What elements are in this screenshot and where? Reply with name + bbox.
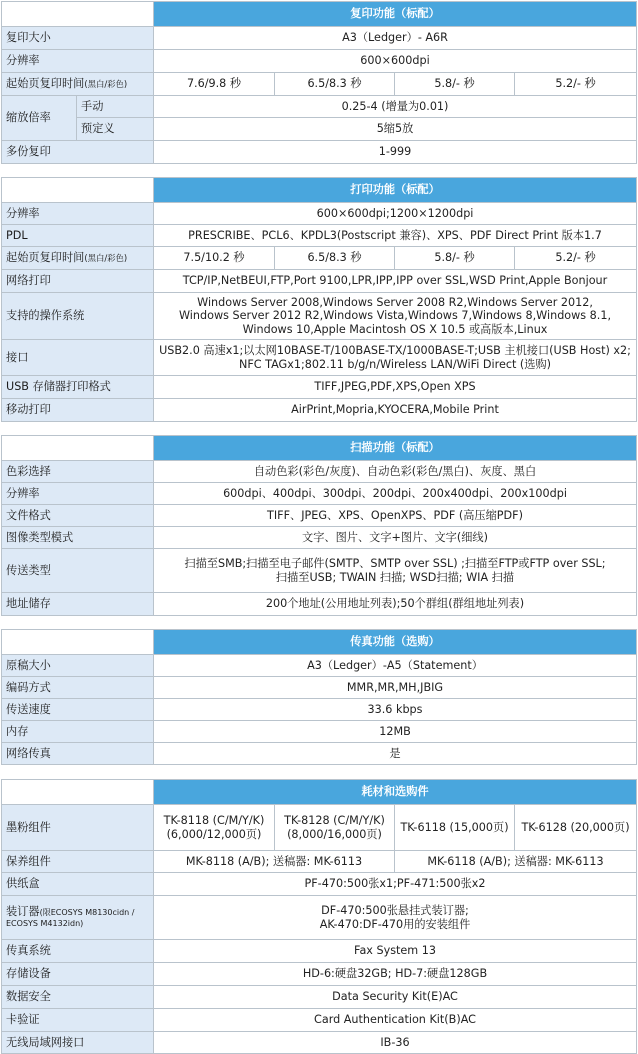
- copy-zoom-manual-label: 手动: [77, 96, 154, 118]
- copy-first-time-value: 6.5/8.3 秒: [275, 73, 395, 96]
- print-table: [1, 177, 637, 422]
- supplies-finisher-note: (限ECOSYS M8130cidn /: [39, 908, 135, 918]
- supplies-toner-value: TK-6118 (15,000页): [395, 805, 515, 851]
- print-mobile-value: AirPrint,Mopria,KYOCERA,Mobile Print: [154, 399, 637, 422]
- supplies-maintenance-value: MK-6118 (A/B); 送稿器: MK-6113: [395, 851, 637, 873]
- print-first-time-note: (黑白/彩色): [84, 253, 128, 264]
- copy-multi-value: 1-999: [154, 141, 637, 164]
- fax-memory-value: 12MB: [154, 721, 637, 743]
- supplies-fax-value: Fax System 13: [154, 940, 637, 963]
- scan-mode-value: 文字、图片、文字+图片、文字(细线): [154, 527, 637, 549]
- copy-resolution-label: 分辨率: [2, 50, 154, 73]
- fax-network-value: 是: [154, 743, 637, 765]
- supplies-wlan-value: IB-36: [154, 1032, 637, 1054]
- supplies-table: [1, 779, 637, 1054]
- fax-encoding-label: 编码方式: [2, 677, 154, 699]
- print-pdl-value: PRESCRIBE、PCL6、KPDL3(Postscript 兼容)、XPS、PDF Direct Print 版本1.7: [154, 225, 637, 247]
- fax-original-value: A3（Ledger）-A5（Statement）: [154, 655, 637, 677]
- print-pdl-label: PDL: [2, 225, 154, 247]
- print-usb-value: TIFF,JPEG,PDF,XPS,Open XPS: [154, 376, 637, 399]
- print-os-label: 支持的操作系统: [2, 293, 154, 340]
- scan-mode-label: 图像类型模式: [2, 527, 154, 549]
- scan-section-title: 扫描功能（标配）: [154, 436, 637, 461]
- copy-size-label: 复印大小: [2, 27, 154, 50]
- print-usb-label: USB 存储器打印格式: [2, 376, 154, 399]
- supplies-storage-label: 存储设备: [2, 963, 154, 986]
- fax-speed-label: 传送速度: [2, 699, 154, 721]
- copy-zoom-label: 缩放倍率: [2, 96, 77, 141]
- print-interface-label: 接口: [2, 340, 154, 376]
- supplies-storage-value: HD-6:硬盘32GB; HD-7:硬盘128GB: [154, 963, 637, 986]
- supplies-toner-value: TK-6128 (20,000页): [515, 805, 637, 851]
- copy-section-title: 复印功能（标配）: [154, 2, 637, 27]
- scan-resolution-label: 分辨率: [2, 483, 154, 505]
- print-resolution-value: 600×600dpi;1200×1200dpi: [154, 203, 637, 225]
- copy-zoom-preset-value: 5缩5放: [154, 118, 637, 141]
- supplies-tray-label: 供纸盒: [2, 873, 154, 896]
- print-first-time-value: 5.8/- 秒: [395, 247, 515, 270]
- copy-multi-label: 多份复印: [2, 141, 154, 164]
- copy-zoom-preset-label: 预定义: [77, 118, 154, 141]
- fax-original-label: 原稿大小: [2, 655, 154, 677]
- supplies-toner-value: TK-8118 (C/M/Y/K) (6,000/12,000页): [154, 805, 275, 851]
- copy-first-time-note: (黑白/彩色): [84, 79, 128, 90]
- supplies-finisher-label: 装订器(限ECOSYS M8130cidn / ECOSYS M4132idn): [2, 896, 154, 940]
- supplies-wlan-label: 无线局域网接口: [2, 1032, 154, 1054]
- supplies-finisher-value: DF-470:500张悬挂式装订器; AK-470:DF-470用的安装组件: [154, 896, 637, 940]
- print-first-time-value: 5.2/- 秒: [515, 247, 637, 270]
- scan-send-label: 传送类型: [2, 549, 154, 593]
- copy-first-time-label: 起始页复印时间(黑白/彩色): [2, 73, 154, 96]
- copy-first-time-value: 5.8/- 秒: [395, 73, 515, 96]
- copy-first-time-value: 5.2/- 秒: [515, 73, 637, 96]
- supplies-toner-value: TK-8128 (C/M/Y/K) (8,000/16,000页): [275, 805, 395, 851]
- scan-send-value: 扫描至SMB;扫描至电子邮件(SMTP、SMTP over SSL) ;扫描至FTP或FTP over SSL; 扫描至USB; TWAIN 扫描; WSD扫描; WIA 扫描: [154, 549, 637, 593]
- copy-size-value: A3（Ledger）- A6R: [154, 27, 637, 50]
- supplies-fax-label: 传真系统: [2, 940, 154, 963]
- spec-sheet: [1, 1, 636, 1054]
- copy-first-time-value: 7.6/9.8 秒: [154, 73, 275, 96]
- supplies-maintenance-value: MK-8118 (A/B); 送稿器: MK-6113: [154, 851, 395, 873]
- fax-encoding-value: MMR,MR,MH,JBIG: [154, 677, 637, 699]
- print-first-time-label: 起始页复印时间(黑白/彩色): [2, 247, 154, 270]
- print-interface-value: USB2.0 高速x1;以太网10BASE-T/100BASE-TX/1000BASE-T;USB 主机接口(USB Host) x2; NFC TAGx1;802.11 b/g/n/Wireless LAN/WiFi Direct (选购): [154, 340, 637, 376]
- supplies-security-value: Data Security Kit(E)AC: [154, 986, 637, 1009]
- scan-format-label: 文件格式: [2, 505, 154, 527]
- fax-section-title: 传真功能（选购）: [154, 630, 637, 655]
- fax-table: [1, 629, 637, 765]
- supplies-section-title: 耗材和选购件: [154, 780, 637, 805]
- fax-network-label: 网络传真: [2, 743, 154, 765]
- print-resolution-label: 分辨率: [2, 203, 154, 225]
- print-first-time-value: 7.5/10.2 秒: [154, 247, 275, 270]
- print-mobile-label: 移动打印: [2, 399, 154, 422]
- copy-resolution-value: 600×600dpi: [154, 50, 637, 73]
- supplies-card-label: 卡验证: [2, 1009, 154, 1032]
- print-section-title: 打印功能（标配）: [154, 178, 637, 203]
- scan-resolution-value: 600dpi、400dpi、300dpi、200dpi、200x400dpi、200x100dpi: [154, 483, 637, 505]
- supplies-maintenance-label: 保养组件: [2, 851, 154, 873]
- scan-address-value: 200个地址(公用地址列表);50个群组(群组地址列表): [154, 593, 637, 616]
- print-network-label: 网络打印: [2, 270, 154, 293]
- supplies-tray-value: PF-470:500张x1;PF-471:500张x2: [154, 873, 637, 896]
- copy-zoom-manual-value: 0.25-4 (增量为0.01): [154, 96, 637, 118]
- print-network-value: TCP/IP,NetBEUI,FTP,Port 9100,LPR,IPP,IPP over SSL,WSD Print,Apple Bonjour: [154, 270, 637, 293]
- scan-format-value: TIFF、JPEG、XPS、OpenXPS、PDF (高压缩PDF): [154, 505, 637, 527]
- print-os-value: Windows Server 2008,Windows Server 2008 R2,Windows Server 2012, Windows Server 2012 R2,Windows Vista,Windows 7,Windows 8,Windows 8.1, Windows 10,Apple Macintosh OS X 10.5 或高版本,Linux: [154, 293, 637, 340]
- scan-table: [1, 435, 637, 616]
- print-first-time-value: 6.5/8.3 秒: [275, 247, 395, 270]
- scan-address-label: 地址储存: [2, 593, 154, 616]
- supplies-security-label: 数据安全: [2, 986, 154, 1009]
- scan-color-value: 自动色彩(彩色/灰度)、自动色彩(彩色/黑白)、灰度、黑白: [154, 461, 637, 483]
- supplies-toner-label: 墨粉组件: [2, 805, 154, 851]
- fax-memory-label: 内存: [2, 721, 154, 743]
- scan-color-label: 色彩选择: [2, 461, 154, 483]
- copy-table: [1, 1, 637, 164]
- supplies-card-value: Card Authentication Kit(B)AC: [154, 1009, 637, 1032]
- fax-speed-value: 33.6 kbps: [154, 699, 637, 721]
